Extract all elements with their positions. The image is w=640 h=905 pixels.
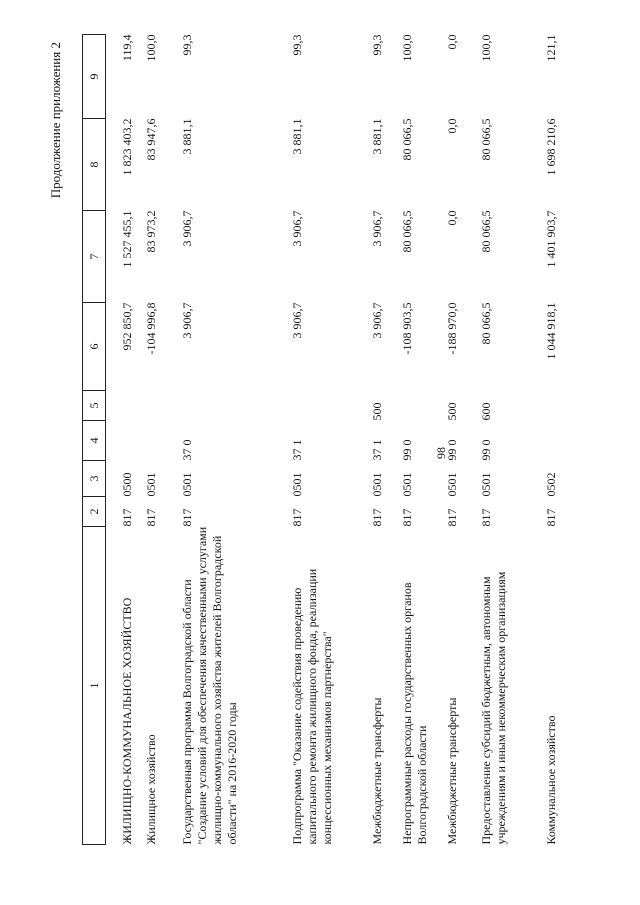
- cell-section: 0502: [543, 472, 558, 497]
- cell-expense-type: 500: [369, 402, 384, 421]
- cell-value: 3 881,1: [369, 118, 384, 155]
- cell-value: 83 973,2: [143, 210, 158, 253]
- page-number: 98: [434, 447, 448, 459]
- cell-program: 37 1: [289, 439, 304, 461]
- cell-value: 3 906,7: [369, 302, 384, 339]
- cell-value: 1 044 918,1: [543, 302, 558, 360]
- cell-expense-type: [290, 391, 370, 421]
- cell-name: Межбюджетные трансферты: [369, 697, 384, 845]
- cell-program: 99 0: [478, 439, 493, 461]
- cell-value: 80 066,5: [478, 210, 493, 253]
- cell-section: 0501: [399, 472, 414, 497]
- table-row: [400, 35, 445, 845]
- cell-value: -188 970,0: [444, 302, 459, 355]
- cell-program: [144, 421, 180, 461]
- cell-value: 0,0: [444, 210, 459, 226]
- cell-ministry: 817: [369, 508, 384, 527]
- cell-section: 0500: [120, 472, 134, 497]
- cell-value: 3 906,7: [289, 302, 304, 339]
- cell-value: 80 066,5: [399, 210, 414, 253]
- cell-name: Предоставление субсидий бюджетным, автономным учреждениям и иным некоммерческим организациям: [478, 571, 508, 845]
- cell-value: 3 906,7: [179, 302, 194, 339]
- cell-program: 37 1: [369, 439, 384, 461]
- col-header-2: 2: [83, 497, 106, 527]
- cell-name: Государственная программа Волгоградской области "Создание условий для обеспечения качественными услугами жилищно-коммунального хозяйства жителей Волгоградской области" на 2016-2020 годы: [179, 526, 239, 845]
- cell-value: 952 850,7: [120, 302, 134, 351]
- cell-section: 0501: [179, 472, 194, 497]
- cell-name: Непрограммные расходы государственных органов Волгоградской области: [399, 582, 429, 845]
- cell-expense-type: [144, 391, 180, 421]
- cell-ministry: 817: [543, 508, 558, 527]
- table-row: [144, 35, 180, 845]
- cell-percent: 121,1: [543, 34, 558, 62]
- cell-expense-type: [544, 391, 574, 421]
- col-header-3: 3: [83, 461, 106, 497]
- cell-ministry: 817: [120, 508, 134, 527]
- cell-value: 83 947,6: [143, 118, 158, 161]
- col-header-9: 9: [83, 35, 106, 119]
- cell-expense-type: [106, 391, 144, 421]
- cell-percent: 99,3: [179, 34, 194, 56]
- cell-expense-type: 600: [478, 402, 493, 421]
- cell-ministry: 817: [399, 508, 414, 527]
- cell-name: Коммунальное хозяйство: [543, 715, 558, 845]
- cell-expense-type: [400, 391, 445, 421]
- cell-ministry: 817: [143, 508, 158, 527]
- expenditure-table: [82, 34, 574, 845]
- cell-value: 3 881,1: [179, 118, 194, 155]
- cell-value: 1 401 903,7: [543, 210, 558, 268]
- table-row: [106, 35, 144, 845]
- cell-value: -108 903,5: [399, 302, 414, 355]
- appendix-caption: Продолжение приложения 2: [48, 42, 63, 199]
- cell-ministry: 817: [478, 508, 493, 527]
- col-header-5: 5: [83, 391, 106, 421]
- cell-value: 80 066,5: [478, 302, 493, 345]
- cell-section: 0501: [143, 472, 158, 497]
- header-row: [83, 35, 106, 845]
- cell-percent: 0,0: [444, 34, 459, 50]
- cell-value: -104 996,8: [143, 302, 158, 355]
- cell-ministry: 817: [289, 508, 304, 527]
- cell-section: 0501: [478, 472, 493, 497]
- col-header-4: 4: [83, 421, 106, 461]
- cell-value: 3 906,7: [369, 210, 384, 247]
- cell-program: [544, 421, 574, 461]
- cell-value: 80 066,5: [478, 118, 493, 161]
- cell-program: 37 0: [179, 439, 194, 461]
- table-row: [370, 35, 400, 845]
- cell-program: [106, 421, 144, 461]
- cell-value: 3 881,1: [289, 118, 304, 155]
- cell-value: 3 906,7: [179, 210, 194, 247]
- cell-program: 99 0: [399, 439, 414, 461]
- cell-value: 1 823 403,2: [120, 118, 134, 176]
- cell-percent: 99,3: [369, 34, 384, 56]
- cell-value: 0,0: [444, 118, 459, 134]
- table-row: [290, 35, 370, 845]
- col-header-7: 7: [83, 211, 106, 303]
- cell-value: 1 527 455,1: [120, 210, 134, 268]
- cell-expense-type: [180, 391, 290, 421]
- cell-ministry: 817: [444, 508, 459, 527]
- table-row: [445, 35, 479, 845]
- cell-section: 0501: [289, 472, 304, 497]
- table-row: [544, 35, 574, 845]
- cell-percent: 119,4: [120, 34, 134, 62]
- cell-section: 0501: [444, 472, 459, 497]
- cell-percent: 100,0: [143, 34, 158, 62]
- col-header-8: 8: [83, 119, 106, 211]
- cell-percent: 100,0: [478, 34, 493, 62]
- cell-value: 80 066,5: [399, 118, 414, 161]
- table-row: [180, 35, 290, 845]
- col-header-6: 6: [83, 303, 106, 391]
- cell-section: 0501: [369, 472, 384, 497]
- cell-ministry: 817: [179, 508, 194, 527]
- cell-name: Подпрограмма "Оказание содействия проведению капитального ремонта жилищного фонда, реализации концессионных механизмов партнерства": [289, 568, 334, 845]
- cell-name: Межбюджетные трансферты: [444, 697, 459, 845]
- cell-program: 99 0: [444, 439, 459, 461]
- cell-value: 1 698 210,6: [543, 118, 558, 176]
- table-row: [479, 35, 544, 845]
- cell-name: Жилищное хозяйство: [143, 734, 158, 845]
- cell-expense-type: 500: [444, 402, 459, 421]
- cell-percent: 99,3: [289, 34, 304, 56]
- cell-name: ЖИЛИЩНО-КОММУНАЛЬНОЕ ХОЗЯЙСТВО: [120, 597, 134, 845]
- col-header-1: 1: [83, 527, 106, 845]
- cell-value: 3 906,7: [289, 210, 304, 247]
- cell-percent: 100,0: [399, 34, 414, 62]
